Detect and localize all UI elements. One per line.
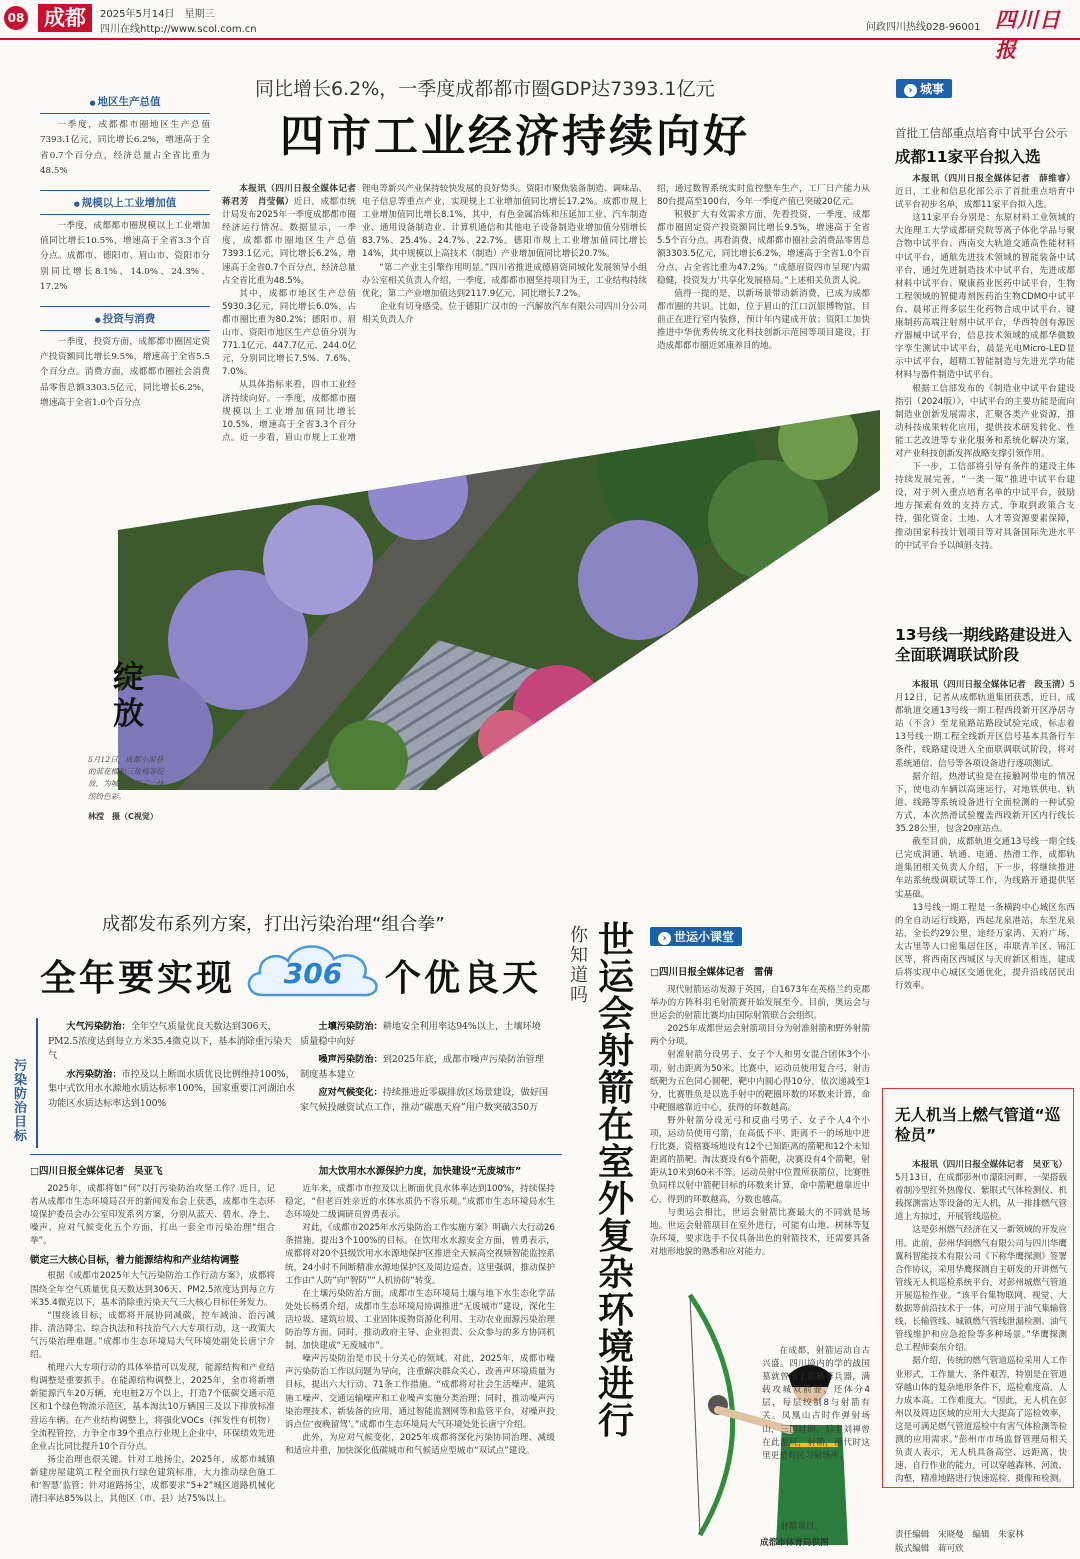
street-flowers-photo (118, 410, 880, 790)
games-vertical-headline: 世运会射箭在室外复杂环境进行 (598, 920, 635, 1442)
lead-column-3 (657, 183, 870, 448)
article-paragraph: 现代射箭运动发源于英国，自1673年在英格兰约克郡举办的方阵科羽毛射箭赛开始发展至今。目前，奥运会与世运会的射箭比赛均由国际射箭联合会组织。 (650, 985, 870, 1022)
lead-paragraph: 绍，通过数智系统实时监控整车生产，工厂日产能力从80台提高至100台，今年一季度产值已突破20亿元。 (657, 184, 870, 208)
games-tag: › 世运小课堂 (650, 926, 742, 946)
page-header (0, 0, 1080, 62)
story-paragraph: 这是彭州燃气经济在又一新领域的开发应用。此前，彭州华润燃气有限公司与四川华鹰翼科智能技术有限公司《下称华鹰探测》签署合作协议，采用华鹰探测自主研发的开讲燃气管线无人机巡检系统平台，对彭州城燃气管道开展巡检作业。“该平台集物联网、视觉、大数据等前沿技术于一体，可应用于油气集输管线、长输管线、城镇燃气管线泄漏检测、油气管线维护和应急抢险等多种场景。”华鹰探测总工程师秦东介绍。 (895, 1225, 1067, 1354)
divider (40, 330, 210, 331)
article-paragraph: 2025年成都世运会射箭项目分为射准射箭和野外射箭两个分项。 (650, 1024, 870, 1048)
lead-column-1 (222, 183, 356, 443)
story-paragraph: 根据工信部发布的《制造业中试平台建设指引（2024版）》，中试平台的主要功能是面向制造业创新发展需求，汇聚各类产业资源，推动科技成果转化应用，提供技术研发转化、性能工艺改进等专业化服务和系统化解决方案，对产业科技创新发挥战略支撑引领作用。 (895, 383, 1075, 459)
chevron-right-icon: › (904, 84, 917, 97)
article-paragraph: 与奥运会相比，世运会射箭比赛最大的不同就是场地。世运会射箭项目在室外进行，可能有山地、树林等复杂环境，要求选手不仅具备出色的射箭技术，还需要具备对地形地貌的熟悉和应对能力。 (650, 1207, 870, 1257)
story-headline: 13号线一期线路建设进入全面联调联试阶段 (895, 626, 1072, 664)
lead-paragraph: 近日，成都市统计局发布2025年一季度成都都市圈经济运行情况。数据显示，一季度，成都都市圈地区生产总值7393.1亿元，同比增长6.2%，增速高于全省0.7个百分点，经济总量占全省比重为48.5%。 (222, 197, 356, 286)
lead-kicker: 同比增长6.2%，一季度成都都市圈GDP达7393.1亿元 (255, 78, 715, 100)
story-paragraph: 据介绍，传统的燃气管道巡检采用人工作业形式，工作量大、条件艰苦，特别是在管道穿越山体的复杂地形条件下，巡检难度高，人力成本高。工作难度大。“因此，无人机在彭州以及周边区域的应用大大提高了巡检效率，这是可满足燃气管道巡检中有害气体检测等检测的应用需求。”彭州市市场监督管理局相关负责人表示，无人机具备高空、远距离、快速、自行作业的能力，可以穿越森林、河流、沟壑，精准地路进行快速巡检、摄像和检测。 (895, 1356, 1067, 1485)
article-paragraph: 野外射箭分设光弓和反曲弓男子、女子个人4个小项，运动员使用弓箭，在高低不平、距离不一的场地中进行比赛，资格赛场地设有12个已知距离的箭靶和12个未知距离的箭靶。淘汰赛设有6个箭靶，决赛设有4个箭靶，射距从10米到60米不等。运动员射中位置所获箭位，比赛胜负同样以射中箭靶目标的环数来计算，命中箭靶越靠近中心，得到的环数越高，分数也越高。 (650, 1115, 870, 1205)
pollution-side-label: 污染防治目标 (14, 1059, 28, 1144)
article-paragraph: 对此，《成都市2025年水污染防治工作实施方案》明确六大行动26条措施，提出3个100%的目标。在饮用水水源安全方面，曾勇表示，成都将对20个县级饮用水水源地保护区推进全天候高空视频智能监控系统，24小时不间断精准水源地保护区及周边巡查。这里强调，推动保护工作由“人防”向“智防”“人机协防”转变。 (285, 1223, 555, 1286)
pollution-column-2 (285, 1163, 555, 1551)
story-paragraph: 这11家平台分别是：东原材料工业领域的大连理工大学成都研究院等离子体化学品与聚合物中试平台、西南交大轨道交通高性能材料中试平台，通航先进技术领域的智能装备中试平台，通过先进制造技术中试平台，先进成都材料中试平台、聚康药业医药中试平台，生物工程领域的智健毒剂医药治生物CDMO中试平台、晨邦正得多层生化药物合成中试平台、键康制药高端注射剂中试平台，华西特创有源医疗器械中试平台，信息技术领域的成都华微数字孪生测试中试平台，晨显光电Micro-LED显示中试平台，超精工智能制造与先进光学功能材料与器件制造中试平台。 (895, 213, 1075, 381)
story-kicker: 首批工信部重点培育中试平台公示 (895, 126, 1068, 140)
article-paragraph: 射准射箭分设男子、女子个人和男女混合团体3个小项，射击距离为50米。比赛中，运动员使用复合弓，射击纸靶为五色同心圆靶，靶中内圆心得10分，依次递减至1分，比赛胜负是以选手射中的靶圈环数的环数来计算，命中靶圈越靠近中心，获得的环数越高。 (650, 1050, 870, 1113)
sidebar-heading: ● 地区生产总值 (40, 94, 210, 109)
lead-headline: 四市工业经济持续向好 (280, 111, 750, 162)
lead-paragraph: 值得一提的是，以新场景带动新消费，已成为成都都市圈的共识。比如，位于眉山的江口沉银博物馆，目前正在进行室内装修，预计年内建成开放；资阳工加快推进中华优秀传统文化科技创新示范园等项目建设，打造成都都市圈近郊康养目的地。 (657, 288, 870, 352)
pollution-kicker: 成都发布系列方案，打出污染治理“组合拳” (102, 914, 445, 935)
article-subhead: 锁定三大核心目标，着力能源结构和产业结构调整 (30, 1255, 240, 1267)
lead-paragraph: “第二产业主引擎作用明显。”四川省推进成德眉资同城化发展领导小组办公室相关负责人介绍，一季度，成都都市圈坚持项目为王，工业结构持续优化，第二产业增加值达到2117.9亿元，同比增长7.2%。 (362, 262, 647, 299)
story-pilot-platforms: 首批工信部重点培育中试平台公示 成都11家平台拟入选 本报讯（四川日报全媒体记者 薛维睿）近日，工业和信息化部公示了首批重点培育中试平台初步名单，成都11家平台拟入选。 这11家平台分别是：东原材料工业领域的大连理工大学成都研究院等离子体化学品与聚合物中试平台、西南交大轨道交通高性能材料中试平台，通航先进技术领域的智能装备中试平台，通过先进制造技术中试平台，先进成都材料中试平台、聚康药业医药中试平台，生物工程领域的智健毒剂医药治生物CDMO中试平台、晨邦正得多层生化药物合成中试平台、键康制药高端注射剂中试平台，华西特创有源医疗器械中试平台，信息技术领域的成都华微数字孪生测试中试平台，晨显光电Micro-LED显示中试平台，超精工智能制造与先进光学功能材料与器件制造中试平台。 根据工信部发布的《制造业中试平台建设指引（2024版）》，中试平台的主要功能是面向制造业创新发展需求，汇聚各类产业资源，推动科技成果转化应用，提供技术研发转化、性能工艺改进等专业化服务和系统化解决方案，对产业科技创新发挥战略支撑引领作用。 下一步，工信部将引导有条件的建设主体持续发展完善，“一类一策”推进中试平台建设，对于列入重点培育名单的中试平台，鼓励地方探索有效的支持方式，争取到政策合支持，强化资金、土地、人才等资源要素保障，推动国家科技计划项目等对具备国际先进水平的中试平台予以倾斜支持。 (895, 125, 1075, 638)
lead-column-2 (362, 183, 647, 373)
article-subhead: 加大饮用水水源保护力度，加快建设“无废城市” (318, 1166, 522, 1177)
goals-right: 土壤污染防治：耕地安全利用率达94%以上，土壤环境质量稳中向好 噪声污染防治：到2025年底，成都市噪声污染防治管理制度基本建立 应对气候变化：持续推进近零碳排放区场景建设，做好国家气候投融资试点工作，推动“碳惠天府”用户数突破350万 (300, 1021, 549, 1113)
page-number: 08 (4, 6, 28, 30)
games-history-text (762, 1345, 870, 1485)
photo-credit: 林滢 摄（C视觉） (88, 812, 158, 821)
divider (40, 190, 210, 191)
divider (40, 113, 210, 114)
lead-paragraph: 积极扩大有效需求方面，先看投资，一季度，成都都市圈固定资产投资额同比增长9.5%，增速高于全省5.5个百分点。再看消费，成都都市圈社会消费品零售总额3303.5亿元，同比增长6.2%，增速高于全省1.0个百分点，占全省比重为47.2%。“成德眉资四市呈现‘内需稳健，投资发力’共享化发展格局。”上述相关负责人说。 (657, 210, 870, 286)
pollution-column-1 (30, 1163, 275, 1551)
games-vertical-kicker: 你知道吗 (570, 925, 588, 1006)
archer-photo-credit: 成都市体育局供图 (760, 1538, 829, 1548)
editor-credits: 责任编辑 宋晓曼 编辑 朱家林 (895, 1530, 1024, 1540)
lead-paragraph: 锂电等新兴产业保持较快发展的良好势头。资阳市聚焦装备制造、调味品、电子信息等重点产业，实现规上工业增加值同比增长17.2%。成都市规上工业增加值同比增长8.1%，其中，有色金属冶炼和压延加工业、汽车制造业、通用设备制造业、计算机通信和其他电子设备制造业增加值分别增长83.7%、25.4%、24.7%、22.7%。德阳市规上工业增加值同比增长14%，其中规模以上高技术（制造）产业增加值同比增长20.7%。 (362, 184, 647, 260)
article-paragraph: 在成都，射箭运动自古兴盛。四川境内的学的战国墓就曾出土箭鏃等兵器，满载攻城双箭壶，还体分4层，每层绞制8与射箭有关。凤凰山古时作弹射场山，三国时期，后主刘禅曾在此游玩，射箭，唐代时这里更是有民习射场所。 (762, 1346, 870, 1461)
issue-date: 2025年5月14日 星期三 (100, 9, 215, 20)
sidebar-heading: ● 投资与消费 (40, 311, 210, 326)
article-paragraph: 噪声污染防治是市民十分关心的领域。对此，2025年，成都市噪声污染防治工作以问题为导向，注重解决群众关心、改善声环境质量为目标，提出六大行动、71条工作措施。“成都将对社会生活噪声、建筑施工噪声、交通运输噪声和工业噪声实施分类治理；同时，推动噪声污染治理技术、新装备的应用，通过智能监测网等和监管平台，对噪声投诉点位‘夜晚留驾’。”成都市生态环境局大气环境处处长唐宁介绍。 (285, 1354, 555, 1430)
goals-left: 大气污染防治：全年空气质量优良天数达到306天，PM2.5浓度达到每立方米35.4微克以下，基本消除重污染天气 水污染防治：市控及以上断面水质优良比例维持100%，集中式饮用水水源地水质达标率100%，国家重要江河湖泊水功能区水质达标率达到100% (48, 1021, 295, 1109)
games-article (650, 964, 870, 1276)
article-paragraph: 根据《成都市2025年大气污染防治工作行动方案》，成都将围绕全年空气质量优良天数达到306天、PM2.5浓度达到每立方米35.4微克以下，基本消除重污染天气三大核心目标任务发力。 (30, 1271, 275, 1308)
divider (36, 1018, 38, 1148)
article-byline: □四川日报全媒体记者 雷倩 (650, 967, 773, 978)
article-paragraph: 此外，为应对气候变化，2025年成都将深化污染协同治理、减缓和适应并重，加快深化低碳城市和气候适应型城市“双试点”建设。 (285, 1432, 555, 1456)
divider (40, 214, 210, 215)
story-paragraph: 下一步，工信部将引导有条件的建设主体持续发展完善，“一类一策”推进中试平台建设，对于列入重点培育名单的中试平台，鼓励地方探索有效的支持方式，争取到政策合支持，强化资金、土地、人才等资源要素保障，推动国家科技计划项目等对具备国际先进水平的中试平台予以倾斜支持。 (895, 462, 1075, 551)
story-headline: 无人机当上燃气管道“巡检员” (895, 1106, 1061, 1144)
divider (30, 1154, 562, 1155)
article-paragraph: 扬尘治理也很关键。针对工地扬尘，2025年，成都市城镇新建房屋建筑工程全面执行绿色建筑标准，大力推动绿色施工和‘智慧’监管；针对道路扬尘，成都要求“5+2”城区道路机械化清扫率达85%以上，其他区（市、县）达75%以上。 (30, 1454, 275, 1505)
story-headline: 成都11家平台拟入选 (895, 148, 1041, 166)
lead-paragraph: 从具体指标来看，四市工业经济持续向好。一季度，成都都市圈规模以上工业增加值同比增长10.5%，增速高于全省3.3个百分点。近一步看，眉山市规上工业增 (222, 380, 356, 443)
story-drone: 无人机当上燃气管道“巡检员” 本报讯（四川日报全媒体记者 吴亚飞）5月13日，在成都彭州市濛阳河畔，一架搭载着制冷型红外热像仪、紫眼式气体检测仪、机载探测雷达等设备的无人机，从一排排燃气管道上方掠过，开展管线巡检。 这是彭州燃气经济在又一新领域的开发应用。此前，彭州华润燃气有限公司与四川华鹰翼科智能技术有限公司《下称华鹰探测》签署合作协议，采用华鹰探测自主研发的开讲燃气管线无人机巡检系统平台，对彭州城燃气管道开展巡检作业。“该平台集物联网、视觉、大数据等前沿技术于一体，可应用于油气集输管线、长输管线、城镇燃气管线泄漏检测、油气管线维护和应急抢险等多种场景。”华鹰探测总工程师秦东介绍。 据介绍，传统的燃气管道巡检采用人工作业形式，工作量大、条件艰苦，特别是在管道穿越山体的复杂地形条件下，巡检难度高，人力成本高。工作难度大。“因此，无人机在彭州以及周边区域的应用大大提高了巡检效率，这是可满足燃气管道巡检中有害气体检测等检测的应用需求。”彭州市市场监督管理局相关负责人表示，无人机具备高空、远距离、快速、自行作业的能力，可以穿越森林、河流、沟壑，精准地路进行快速巡检、摄像和检测。 (895, 1105, 1067, 1502)
city-news-tag: › 城事 (896, 78, 952, 98)
hotline: 问政四川热线028-96001 (866, 22, 981, 33)
sidebar-stats (40, 94, 210, 412)
pollution-headline: 全年要实现 个优良天 (40, 958, 542, 999)
sidebar-text: 一季度，成都都市圈地区生产总值7393.1亿元，同比增长6.2%，增速高于全省0.7个百分点，经济总量占全省比重为48.5% (40, 120, 210, 177)
newspaper-logo: 四川日报 (995, 7, 1061, 62)
sidebar-heading: ● 规模以上工业增加值 (40, 195, 210, 210)
story-paragraph: 截至目前，成都轨道交通13号线一期全线已完成洞通、轨通、电通、热滑工作，成都轨道集团相关负责人介绍，下一步，将继续推进车站系统级调联试等工作，为线路开通提供坚实基础。 (895, 837, 1075, 900)
photo-caption: 5月12日，成都小湿巷的蓝花楹和三角梅等绽放，为城市增添了一抹缤纷色彩。 (88, 755, 164, 801)
chevron-right-icon: › (658, 932, 671, 945)
photo-title: 绽放 (113, 660, 144, 732)
story-paragraph: 据介绍，热滑试验是在接触网带电的情况下，使电动车辆以高速运行，对地铁供电、轨道、线路等系统设备进行全面检测的一种试验方式，本次热滑试验覆盖西段新开区内行线长35.28公里，包含20座站点。 (895, 771, 1075, 835)
article-paragraph: 2025年，成都将如“何”以打污染防治攻坚工作？近日，记者从成都市生态环境局召开的新闻发布会上获悉，成都市生态环境保护委员会办公室印发系列方案，分别从蓝天、碧水、净土、噪声、应对气候变化五个方面，打出一套全市污染治理“组合拳”。 (30, 1184, 275, 1247)
article-paragraph: “围绕该目标，成都将开展协同减碳，控车减油、治污减排、清洁降尘、综合执法和科技治气六大专项行动，这一政策大气污染治理难题。”成都市生态环境局大气环境处副处长唐宁介绍。 (30, 1310, 275, 1361)
sidebar-text: 一季度，成都都市圈规模以上工业增加值同比增长10.5%，增速高于全省3.3个百分点。成都市、德阳市、眉山市、资阳市分别同比增长8.1%、14.0%、24.3%、17.2% (40, 220, 210, 293)
lead-byline: 本报讯（四川日报全媒体记者 蒋君芳 肖莹佩） (222, 184, 356, 208)
layout-credits: 版式编辑 蒋可欣 (895, 1544, 964, 1554)
story-line13: 13号线一期线路建设进入全面联调联试阶段 本报讯（四川日报全媒体记者 段玉清）5月12日，记者从成都轨道集团获悉，近日，成都轨道交通13号线一期工程西段新开区净居寺站（不含）至龙泉路站路段试验完成，标志着13号线一期工程全线新开区信号基本具备行车条件，线路建设进入全面联调联试阶段，将对系统通信、信号等各项设备进行逐项测试。 据介绍，热滑试验是在接触网带电的情况下，使电动车辆以高速运行，对地铁供电、轨道、线路等系统设备进行全面检测的一种试验方式，本次热滑试验覆盖西段新开区内行线长35.28公里，包含20座站点。 截至目前，成都轨道交通13号线一期全线已完成洞通、轨通、电通、热滑工作，成都轨道集团相关负责人介绍，下一步，将继续推进车站系统级调联试等工作，为线路开通提供坚实基础。 13号线一期工程是一条横跨中心城区东西的全自动运行线路，西起龙泉港站，东至龙泉站，全长约29公里，途经万家湾、天府广场、太古里等人口密集居住区，串联青羊区、锦江区等，将西南区西城区与天府新区相连，建成后将实现中心城区交通优化，提升沿线居民出行效率。 (895, 625, 1075, 1064)
article-paragraph: 近年来，成都市市控及以上断面优良水体率达到100%，持续保持稳定，“但老百姓亲近的水体水质仍不容乐观。”成都市生态环境局水生态环境处二级调研员曾勇表示。 (285, 1184, 555, 1221)
lead-paragraph: 其中，成都市地区生产总值5930.3亿元，同比增长6.0%，占都市圈比重为80.2%；德阳市、眉山市、资阳市地区生产总值分别为771.1亿元、447.7亿元、244.0亿元，分别同比增长7.5%、7.6%、7.0%。 (222, 288, 356, 378)
good-air-days-number: 306 (283, 957, 343, 990)
story-paragraph: 13号线一期工程是一条横跨中心城区东西的全自动运行线路，西起龙泉港站，东至龙泉站，全长约29公里，途经万家湾、天府广场、太古里等人口密集居住区，串联青羊区、锦江区等，将西南区西城区与天府新区相连，建成后将实现中心城区交通优化，提升沿线居民出行效率。 (895, 902, 1075, 992)
section-city-tag: 成都 (38, 4, 92, 32)
lead-paragraph: 企业有切身感受。位于德阳广汉市的一汽解放汽车有限公司四川分公司相关负责人介 (362, 301, 647, 325)
article-paragraph: 在土壤污染防治方面，成都市生态环境局土壤与地下水生态化学品处处长杨勇介绍，成都市生态环境局协调推进“无废城市”建设，深化生活垃圾、建筑垃圾、工业固体废物资源化利用、主动农业面源污染治理防治等方面。同时，推动政府主导、企业担责、公众参与的多方协同机制，加快建成“无废城市”。 (285, 1288, 555, 1352)
article-byline: □四川日报全媒体记者 吴亚飞 (30, 1166, 163, 1177)
website-url[interactable]: 四川在线http://www.scol.com.cn (100, 24, 257, 35)
divider (40, 306, 210, 307)
sidebar-text: 一季度，投资方面，成都都市圈固定资产投资额同比增长9.5%，增速高于全省5.5个百分点。消费方面，成都都市圈社会消费品零售总额3303.5亿元，同比增长6.2%，增速高于全省1.0个百分点 (40, 336, 210, 409)
archer-photo-caption: 射箭项目。 (780, 1522, 823, 1532)
article-paragraph: 梳理六大专项行动的具体举措可以发现，能源结构和产业结构调整是重要抓手。在能源结构调整上，2025年，全市将新增新能源汽车20万辆，充电桩2万个以上，打造7个低碳交通示范区和1个绿色物流示范区，基本淘汰10万辆国三及以下排放标准营运车辆。在产业结构调整上，将强化VOCs（挥发性有机物）全流程管控，力争全市39个重点行业规上企业中，环保绩效先进企业占比同比提升10个百分点。 (30, 1363, 275, 1452)
